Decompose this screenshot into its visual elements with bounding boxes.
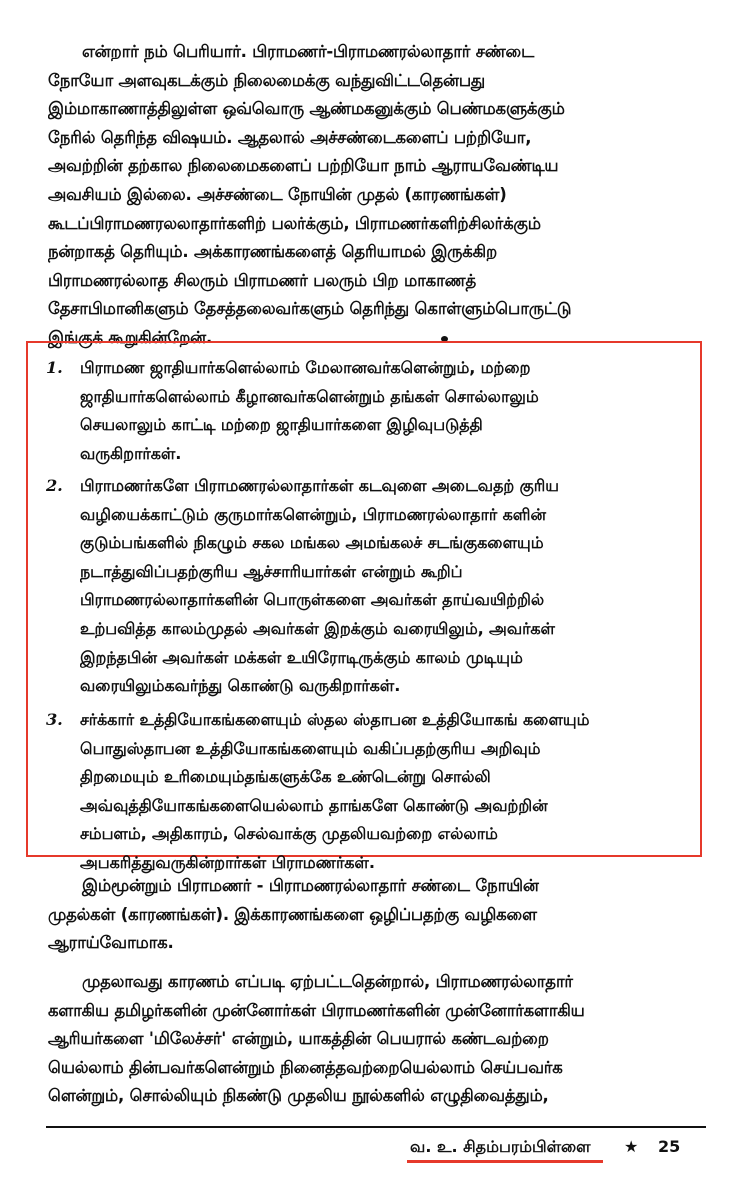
text-line: வழியைக்காட்டும் குருமார்களென்றும், பிராமணரல்லாதார் களின் [80,504,546,524]
text-line: ளென்றும், சொல்லியும் நிகண்டு முதலிய நூல்களில் எழுதிவைத்தும், [48,1086,549,1106]
text-line: நோயோ அளவுகடக்கும் நிலைமைக்கு வந்துவிட்டதென்பது [48,70,486,90]
text-line: சர்க்கார் உத்தியோகங்களையும் ஸ்தல ஸ்தாபன உத்தியோகங் களையும் [80,710,590,729]
text-line: குடும்பங்களில் நிகழும் சகல மங்கல அமங்கலச் சடங்குகளையும் [80,533,544,553]
text-line: முதலாவது காரணம் எப்படி ஏற்பட்டதென்றால், பிராமணரல்லாதார் [82,972,573,991]
text-line: யெல்லாம் தின்பவர்களென்றும் நினைத்தவற்றையெல்லாம் செய்பவர்க [48,1057,563,1077]
text-line: உற்பவித்த காலம்முதல் அவர்கள் இறக்கும் வரையிலும், அவர்கள் [80,618,555,638]
star-icon: ★ [624,1137,639,1156]
text-line: செயலாலும் காட்டி மற்றை ஜாதியார்களை இழிவுபடுத்தி [80,415,483,435]
text-line: பிராமண ஜாதியார்களெல்லாம் மேலானவர்களென்றும், மற்றை [80,358,531,377]
text-line: ஜாதியார்களெல்லாம் கீழானவர்களென்றும் தங்கள் சொல்லாலும் [80,386,539,406]
text-line: அபகரித்துவருகின்றார்கள் பிராமணர்கள். [80,852,375,872]
text-line: திறமையும் உரிமையும்தங்களுக்கே உண்டென்று சொல்லி [80,767,491,787]
text-line: சம்பளம், அதிகாரம், செல்வாக்கு முதலியவற்றை எல்லாம் [80,824,498,844]
list-item-text [80,354,700,468]
footer-rule [46,1126,706,1128]
text-line: என்றார் நம் பெரியார். பிராமணர்-பிராமணரல்லாதார் சண்டை [82,42,535,61]
text-line: அவற்றின் தற்கால நிலைமைகளைப் பற்றியோ நாம் ஆராயவேண்டிய [48,156,559,176]
list-item-number: 2. [46,476,63,495]
text-line: இம்மூன்றும் பிராமணர் - பிராமணரல்லாதார் சண்டை நோயின் [82,876,539,895]
summary-paragraph [48,872,703,958]
text-line: இறந்தபின் அவர்கள் மக்கள் உயிரோடிருக்கும் காலம் முடியும் [80,647,523,667]
list-item-text [80,472,700,701]
text-line: முதல்கள் (காரணங்கள்). இக்காரணங்களை ஒழிப்பதற்கு வழிகளை [48,904,537,924]
list-item-number: 1. [46,358,63,377]
text-line: ஆரியர்களை 'மிலேச்சர்' என்றும், யாகத்தின் பெயரால் கண்டவற்றை [48,1029,549,1049]
text-line: நேரில் தெரிந்த விஷயம். ஆதலால் அச்சண்டைகளைப் பற்றியோ, [48,127,532,147]
text-line: நடாத்துவிப்பதற்குரிய ஆச்சாரியார்கள் என்றும் கூறிப் [80,561,463,581]
text-line: பொதுஸ்தாபன உத்தியோகங்களையும் வகிப்பதற்குரிய அறிவும் [80,738,541,758]
author-underline [407,1160,603,1163]
text-line: அவ்வுத்தியோகங்களையெல்லாம் தாங்களே கொண்டு அவற்றின் [80,795,548,815]
text-line: வரையிலும்கவர்ந்து கொண்டு வருகிறார்கள். [80,676,401,696]
text-line: தேசாபிமானிகளும் தேசத்தலைவர்களும் தெரிந்து கொள்ளும்பொருட்டு [48,299,572,319]
intro-paragraph [48,38,703,353]
list-item-text [80,706,700,878]
text-line: களாகிய தமிழர்களின் முன்னோர்கள் பிராமணர்களின் முன்னோர்களாகிய [48,1000,585,1020]
text-line: நன்றாகத் தெரியும். அக்காரணங்களைத் தெரியாமல் இருக்கிற [48,242,497,262]
text-line: இம்மாகாணாத்திலுள்ள ஒவ்வொரு ஆண்மகனுக்கும் பெண்மகளுக்கும் [48,99,565,119]
text-line: அவசியம் இல்லை. அச்சண்டை நோயின் முதல் (காரணங்கள்) [48,184,507,204]
text-line: வருகிறார்கள். [80,443,182,463]
text-line: ஆராய்வோமாக. [48,933,174,953]
author-name: வ. உ. சிதம்பரம்பிள்ளை [410,1137,591,1156]
text-line: இங்குக் கூறுகின்றேன். [48,327,213,347]
text-line: பிராமணர்களே பிராமணரல்லாதார்கள் கடவுளை அடைவதற் குரிய [80,476,559,495]
text-line: கூடப்பிராமணரலலாதார்களிற் பலர்க்கும், பிராமணர்களிற்சிலர்க்கும் [48,213,541,233]
text-line: பிராமணரல்லாதார்களின் பொருள்களை அவர்கள் தாய்வயிற்றில் [80,590,545,610]
page-number: 25 [658,1137,681,1156]
text-line: பிராமணரல்லாத சிலரும் பிராமணர் பலரும் பிற மாகாணத் [48,270,476,290]
closing-paragraph [48,968,703,1111]
list-item-number: 3. [46,710,63,729]
